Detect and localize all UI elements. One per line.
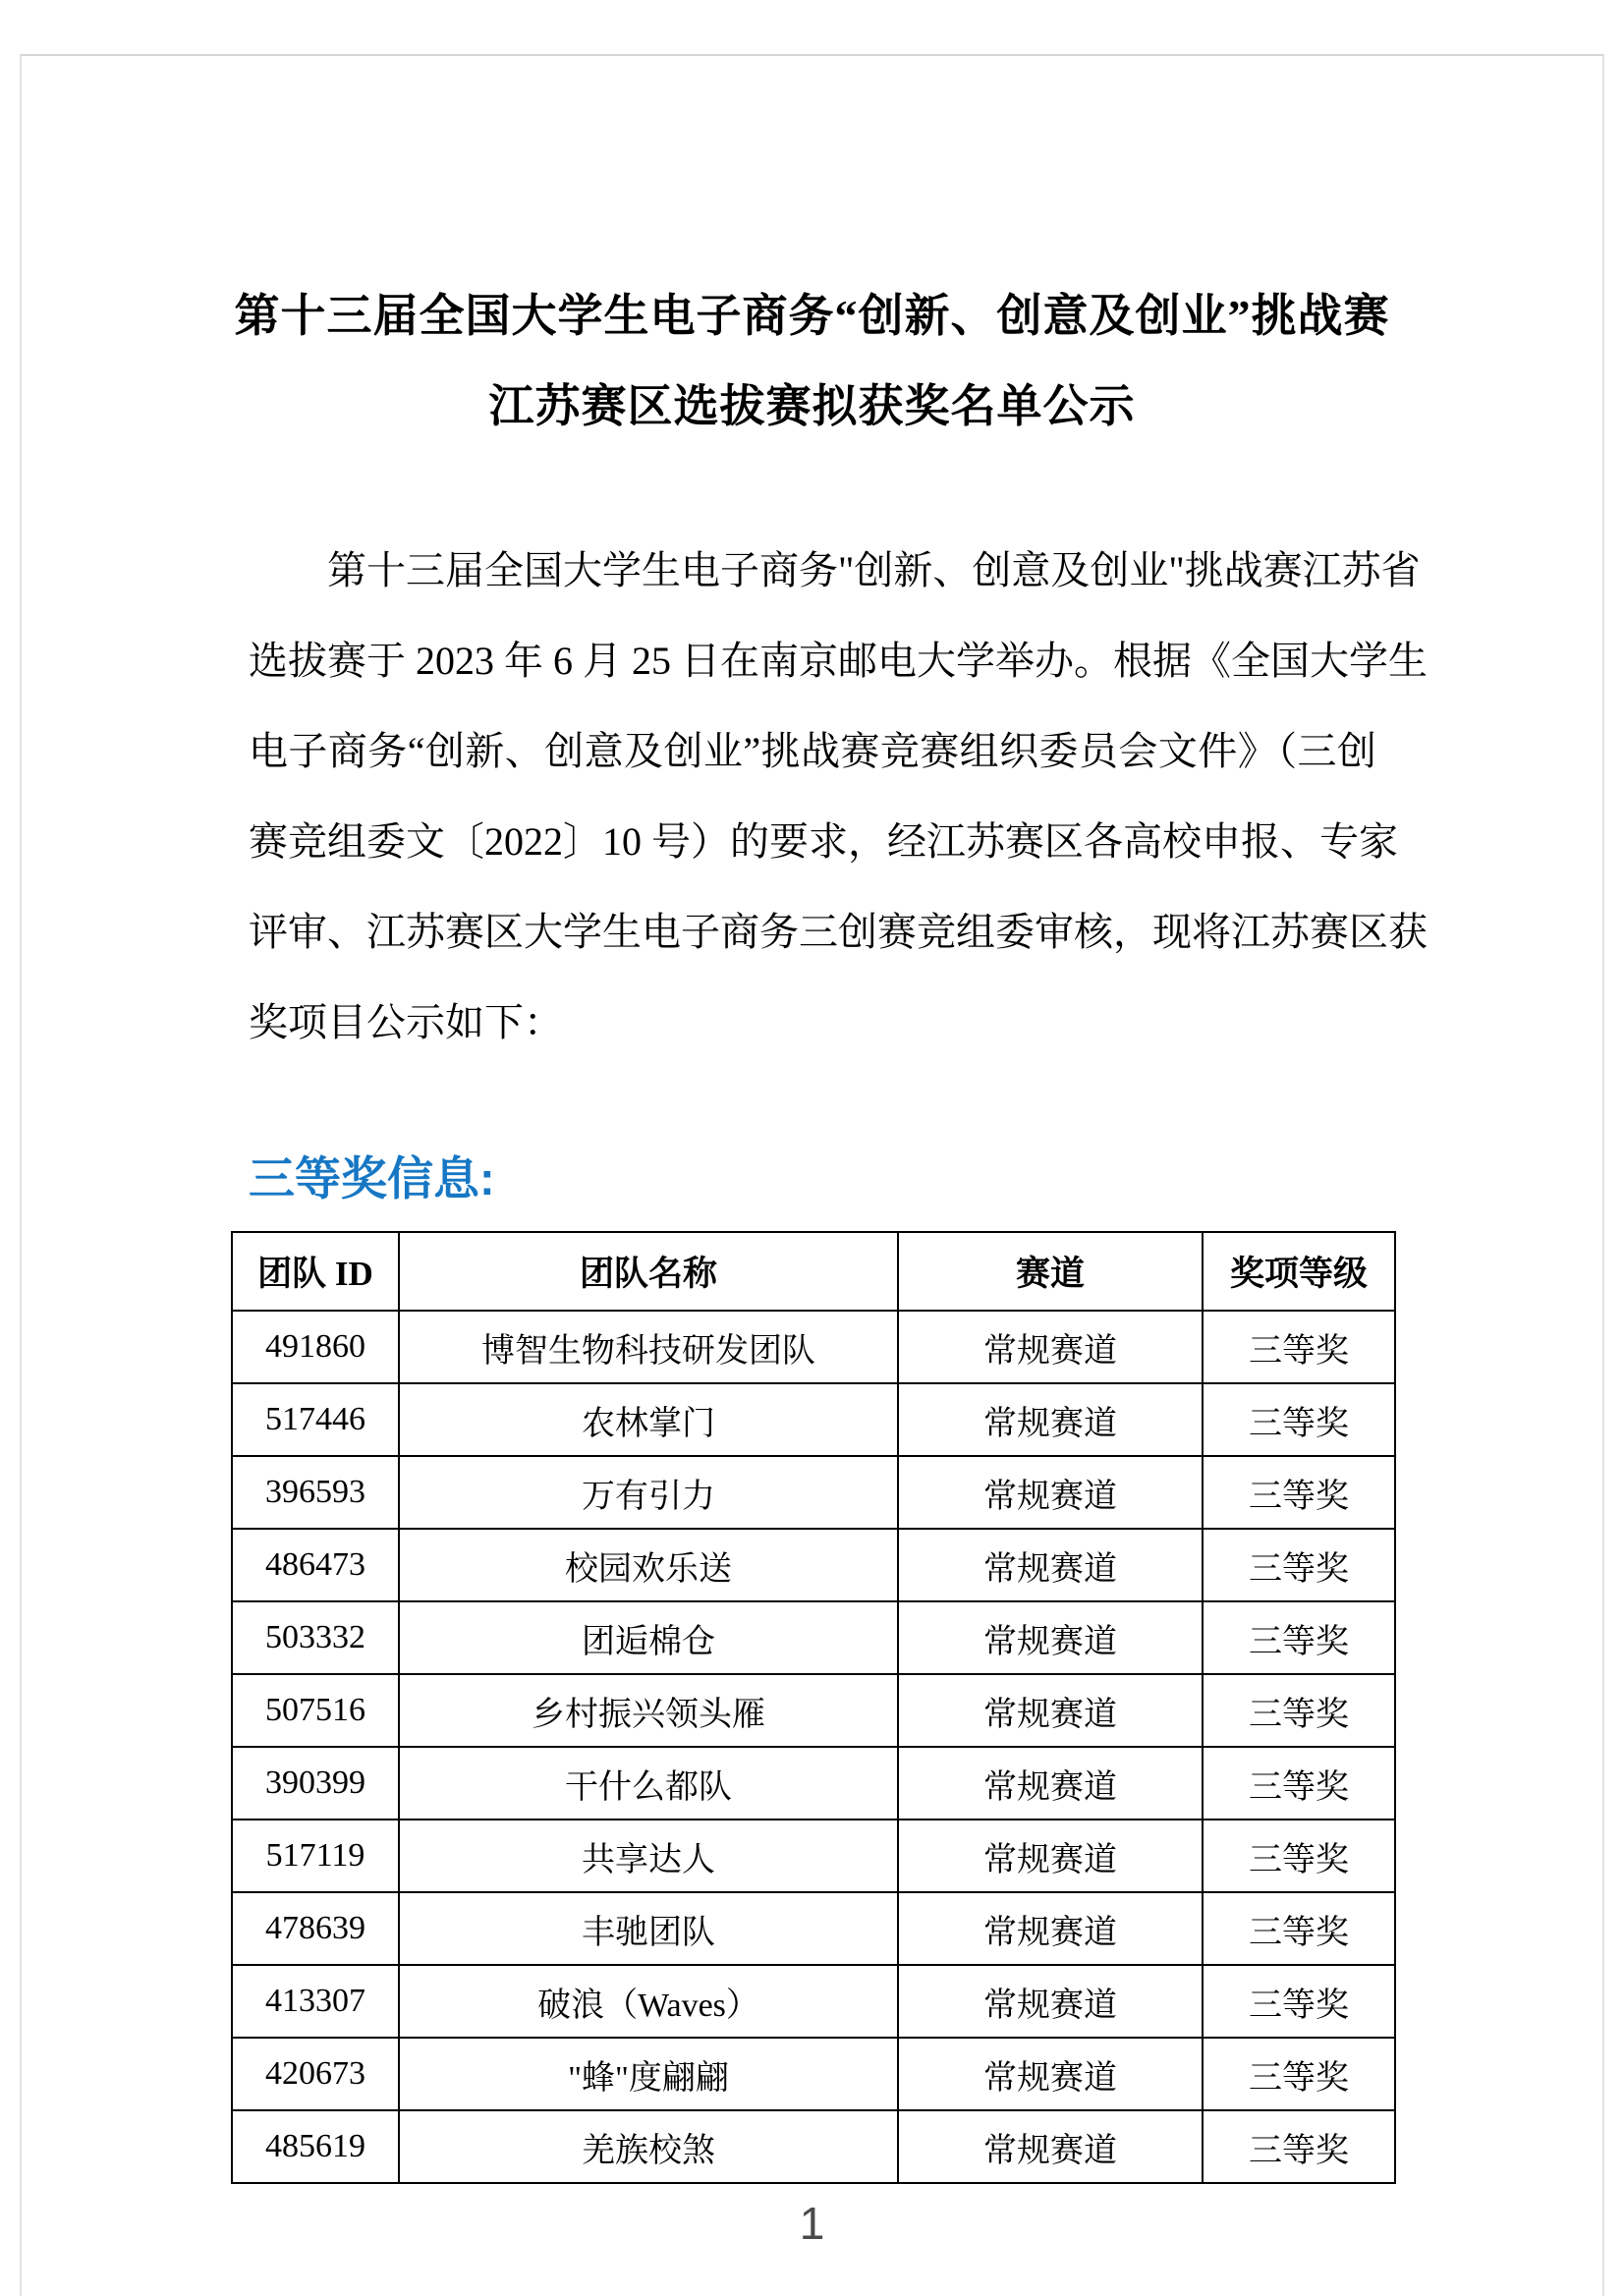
track-cell: 常规赛道 (898, 2038, 1203, 2110)
title-line-1: 第十三届全国大学生电子商务“创新、创意及创业”挑战赛 (234, 291, 1390, 341)
track-cell: 常规赛道 (898, 1456, 1203, 1529)
track-cell: 常规赛道 (898, 1747, 1203, 1820)
table-row (232, 1965, 1395, 2038)
team-id-cell: 485619 (232, 2110, 399, 2183)
table-row (232, 1383, 1395, 1456)
award-level-cell: 三等奖 (1203, 1601, 1395, 1674)
title-line-2: 江苏赛区选拔赛拟获奖名单公示 (488, 381, 1136, 431)
award-level-cell: 三等奖 (1203, 1311, 1395, 1383)
award-level-cell: 三等奖 (1203, 1820, 1395, 1892)
body-line: 赛竞组委文〔2022〕10 号）的要求，经江苏赛区各高校申报、专家 (249, 819, 1398, 864)
award-table-body (232, 1311, 1395, 2183)
team-name-cell: 羌族校煞 (399, 2110, 898, 2183)
table-row (232, 1674, 1395, 1747)
team-name-cell: 团逅棉仓 (399, 1601, 898, 1674)
body-line: 第十三届全国大学生电子商务"创新、创意及创业"挑战赛江苏省 (327, 548, 1421, 592)
body-line: 电子商务“创新、创意及创业”挑战赛竞赛组织委员会文件》（三创 (249, 729, 1376, 773)
body-line: 评审、江苏赛区大学生电子商务三创赛竞组委审核，现将江苏赛区获 (249, 910, 1428, 954)
team-name-cell: 万有引力 (399, 1456, 898, 1529)
team-id-cell: 396593 (232, 1456, 399, 1529)
track-cell: 常规赛道 (898, 1383, 1203, 1456)
team-id-cell: 486473 (232, 1529, 399, 1601)
team-id-cell: 478639 (232, 1892, 399, 1965)
award-level-cell: 三等奖 (1203, 1892, 1395, 1965)
track-cell: 常规赛道 (898, 1965, 1203, 2038)
team-id-cell: 413307 (232, 1965, 399, 2038)
team-name-cell: 博智生物科技研发团队 (399, 1311, 898, 1383)
award-table-head (232, 1232, 1395, 1311)
team-id-cell: 517119 (232, 1820, 399, 1892)
header-row (232, 1232, 1395, 1311)
team-id-cell: 517446 (232, 1383, 399, 1456)
track-cell: 常规赛道 (898, 1892, 1203, 1965)
track-cell: 常规赛道 (898, 1311, 1203, 1383)
header-award-level: 奖项等级 (1203, 1232, 1395, 1311)
team-name-cell: 共享达人 (399, 1820, 898, 1892)
track-cell: 常规赛道 (898, 2110, 1203, 2183)
award-level-cell: 三等奖 (1203, 1965, 1395, 2038)
body-line: 选拔赛于 2023 年 6 月 25 日在南京邮电大学举办。根据《全国大学生 (249, 639, 1428, 683)
award-level-cell: 三等奖 (1203, 1747, 1395, 1820)
team-name-cell: 破浪（Waves） (399, 1965, 898, 2038)
table-row (232, 1892, 1395, 1965)
table-row (232, 1311, 1395, 1383)
table-row (232, 2110, 1395, 2183)
third-prize-section-heading: 三等奖信息: (249, 1152, 495, 1204)
table-row (232, 1747, 1395, 1820)
track-cell: 常规赛道 (898, 1820, 1203, 1892)
team-name-cell: 乡村振兴领头雁 (399, 1674, 898, 1747)
team-id-cell: 503332 (232, 1601, 399, 1674)
header-track: 赛道 (898, 1232, 1203, 1311)
table-row (232, 1456, 1395, 1529)
page-number: 1 (799, 2198, 825, 2249)
team-name-cell: 农林掌门 (399, 1383, 898, 1456)
award-table (231, 1231, 1396, 2184)
team-name-cell: 丰驰团队 (399, 1892, 898, 1965)
track-cell: 常规赛道 (898, 1674, 1203, 1747)
header-team-id: 团队 ID (232, 1232, 399, 1311)
table-row (232, 1529, 1395, 1601)
award-level-cell: 三等奖 (1203, 1529, 1395, 1601)
track-cell: 常规赛道 (898, 1601, 1203, 1674)
table-row (232, 2038, 1395, 2110)
team-id-cell: 390399 (232, 1747, 399, 1820)
award-level-cell: 三等奖 (1203, 1674, 1395, 1747)
award-level-cell: 三等奖 (1203, 2110, 1395, 2183)
header-team-name: 团队名称 (399, 1232, 898, 1311)
document-title (0, 271, 1624, 452)
track-cell: 常规赛道 (898, 1529, 1203, 1601)
team-name-cell: 干什么都队 (399, 1747, 898, 1820)
body-line: 奖项目公示如下： (249, 1000, 563, 1044)
team-id-cell: 491860 (232, 1311, 399, 1383)
table-row (232, 1601, 1395, 1674)
team-name-cell: "蜂"度翩翩 (399, 2038, 898, 2110)
award-level-cell: 三等奖 (1203, 1456, 1395, 1529)
award-level-cell: 三等奖 (1203, 2038, 1395, 2110)
body-paragraph (249, 526, 1428, 1068)
team-id-cell: 420673 (232, 2038, 399, 2110)
team-name-cell: 校园欢乐送 (399, 1529, 898, 1601)
award-level-cell: 三等奖 (1203, 1383, 1395, 1456)
team-id-cell: 507516 (232, 1674, 399, 1747)
table-row (232, 1820, 1395, 1892)
